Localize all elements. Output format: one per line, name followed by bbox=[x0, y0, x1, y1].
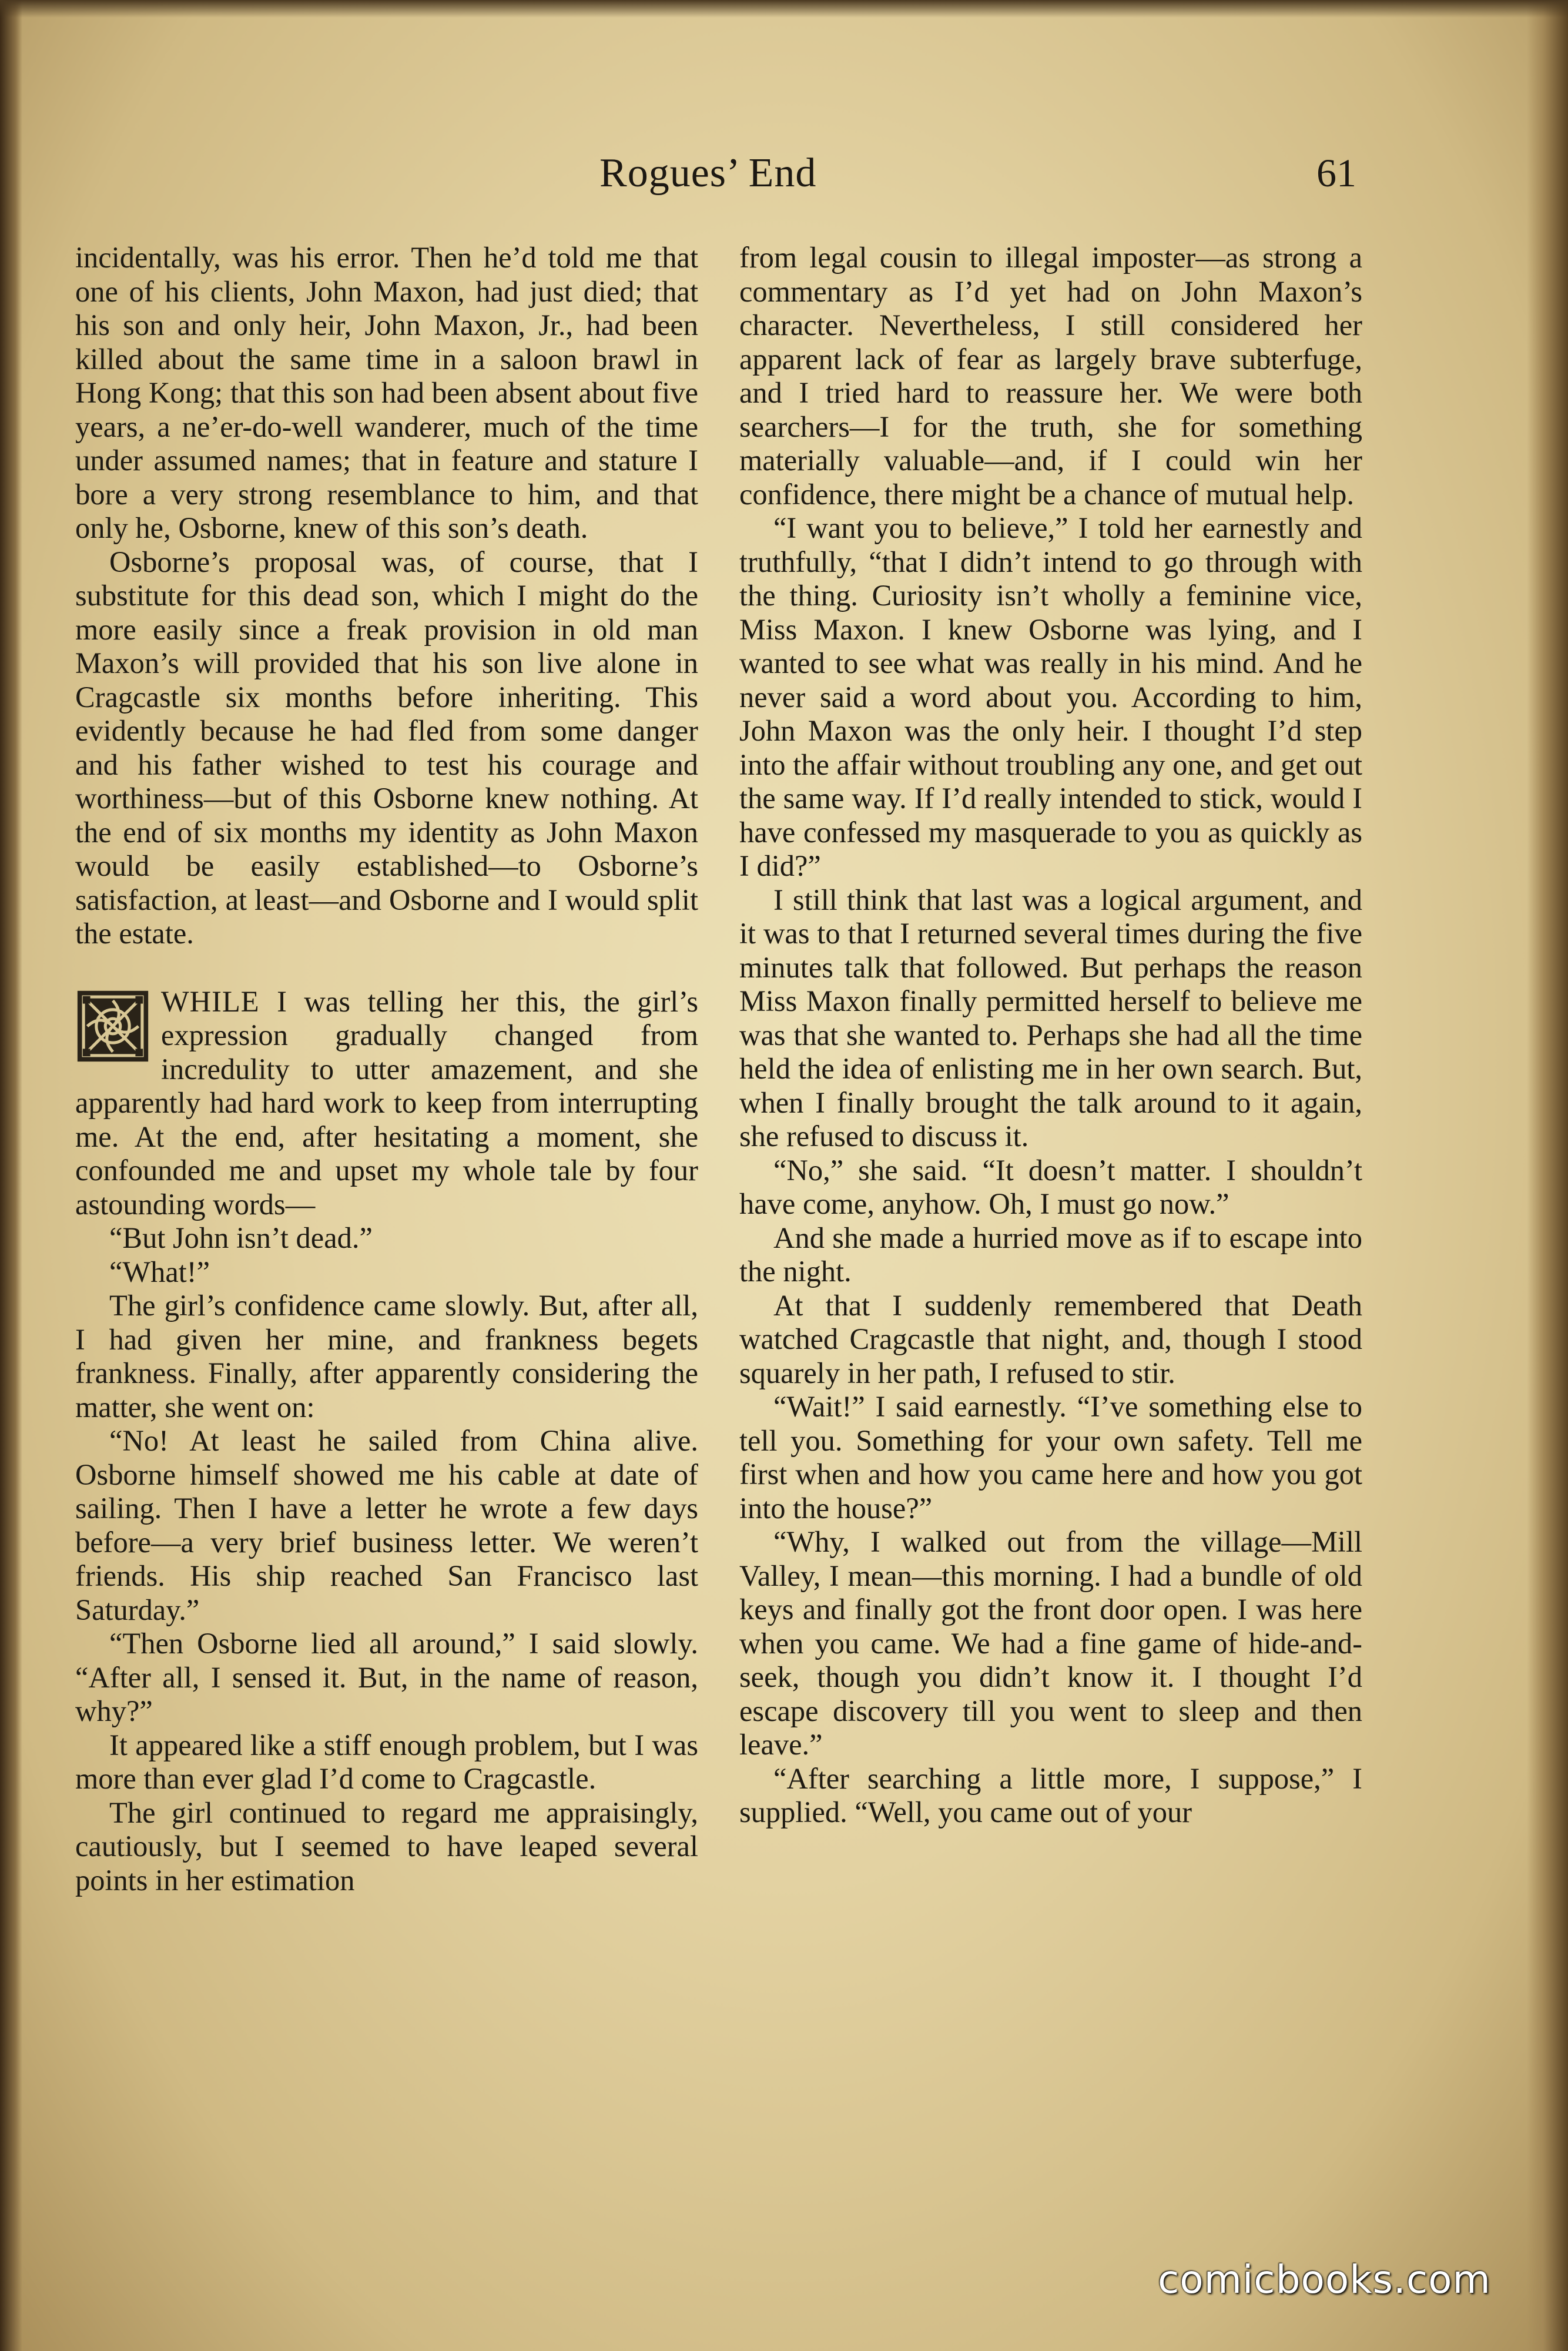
paragraph: Osborne’s proposal was, of course, that I substitute for this dead son, which I might do the more easily since a freak provision in old man Maxon’s will provided that his son live alone in Cragcastle six months before inheriting. This evidently because he had fled from some danger and his father wished to test his courage and worthiness—but of this Osborne knew nothing. At the end of six months my identity as John Maxon would be easily established—to Osborne’s satisfaction, at least—and Osborne and I would split the estate. bbox=[75, 545, 698, 950]
paragraph: “But John isn’t dead.” bbox=[109, 1221, 373, 1254]
section-opening-word: WHILE bbox=[161, 984, 260, 1018]
page-edge-shadow-top bbox=[0, 0, 1568, 18]
paragraph: At that I suddenly remembered that Death watched Cragcastle that night, and, though I stood squarely in her path, I refused to stir. bbox=[739, 1288, 1362, 1389]
paragraph: “No,” she said. “It doesn’t matter. I shouldn’t have come, anyhow. Oh, I must go now.” bbox=[739, 1153, 1362, 1220]
section-break bbox=[75, 951, 698, 985]
section-opening-paragraph bbox=[75, 985, 698, 1222]
paragraph: “I want you to believe,” I told her earnestly and truthfully, “that I didn’t intend to go through with the thing. Curiosity isn’t wholly a feminine vice, Miss Maxon. I knew Osborne was lying, and I wanted to see what was really in his mind. And he never said a word about you. According to him, John Maxon was the only heir. I thought I’d step into the affair without troubling any one, and get out the same way. If I’d really intended to stick, would I have confessed my masquerade to you as quickly as I did?” bbox=[739, 511, 1362, 882]
paragraph: “No! At least he sailed from China alive. Osborne himself showed me his cable at date of sailing. Then I have a letter he wrote a few days before—a very brief business letter. We weren’t friends. His ship reached San Francisco last Saturday.” bbox=[75, 1424, 698, 1626]
paragraph: I still think that last was a logical argument, and it was to that I returned several times during the five minutes talk that followed. But perhaps the reason Miss Maxon finally permitted herself to believe me was that she wanted to. Perhaps she had all the time held the idea of enlisting me in her own search. But, when I finally brought the talk around to it again, she refused to discuss it. bbox=[739, 883, 1362, 1153]
paragraph: “After searching a little more, I suppose,” I supplied. “Well, you came out of your bbox=[739, 1761, 1362, 1828]
paragraph: from legal cousin to illegal imposter—as strong a commentary as I’d yet had on John Maxon’s character. Nevertheless, I still considered her apparent lack of fear as largely brave subterfuge, and I tried hard to reassure her. We were both searchers—I for the truth, she for something materially valuable—and, if I could win her confidence, there might be a chance of mutual help. bbox=[739, 241, 1362, 511]
paragraph: incidentally, was his error. Then he’d told me that one of his clients, John Maxon, had just died; that his son and only heir, John Maxon, Jr., had been killed about the same time in a saloon brawl in Hong Kong; that this son had been absent about five years, a ne’er-do-well wanderer, much of the time under assumed names; that in feature and stature I bore a very strong resemblance to him, and that only he, Osborne, knew of this son’s death. bbox=[75, 241, 698, 544]
paragraph: “What!” bbox=[109, 1255, 210, 1288]
page-edge-shadow-left bbox=[0, 0, 22, 2351]
page-number: 61 bbox=[1316, 150, 1356, 195]
watermark-text: comicbooks.com bbox=[1158, 2257, 1491, 2302]
paragraph: It appeared like a stiff enough problem, but I was more than ever glad I’d come to Cragcastle. bbox=[75, 1728, 698, 1795]
paragraph: And she made a hurried move as if to escape into the night. bbox=[739, 1221, 1362, 1288]
running-head: Rogues’ End bbox=[599, 150, 817, 196]
section-opening-text: I was telling her this, the girl’s expression gradually changed from incredulity to utter amazement, and she apparently had hard work to keep from interrupting me. At the end, after hesitating a moment, she confounded me and upset my whole tale by four astounding words— bbox=[75, 984, 698, 1221]
left-column bbox=[75, 241, 698, 1897]
paragraph: The girl’s confidence came slowly. But, after all, I had given her mine, and frankness begets frankness. Finally, after apparently considering the matter, she went on: bbox=[75, 1289, 698, 1424]
paragraph: “Why, I walked out from the village—Mill Valley, I mean—this morning. I had a bundle of old keys and finally got the front door open. I was here when you came. We had a fine game of hide-and-seek, though you didn’t know it. I thought I’d escape discovery till you went to sleep and then leave.” bbox=[739, 1525, 1362, 1761]
celtic-knot-ornament-icon bbox=[75, 989, 150, 1064]
page-header bbox=[0, 150, 1568, 215]
paragraph: The girl continued to regard me appraisingly, cautiously, but I seemed to have leaped several points in her estimation bbox=[75, 1796, 698, 1897]
right-column bbox=[739, 241, 1362, 1830]
paragraph: “Then Osborne lied all around,” I said slowly. “After all, I sensed it. But, in the name of reason, why?” bbox=[75, 1627, 698, 1727]
paragraph: “Wait!” I said earnestly. “I’ve something else to tell you. Something for your own safety. Tell me first when and how you came here and how you got into the house?” bbox=[739, 1390, 1362, 1525]
page-edge-shadow-right bbox=[1527, 0, 1568, 2351]
